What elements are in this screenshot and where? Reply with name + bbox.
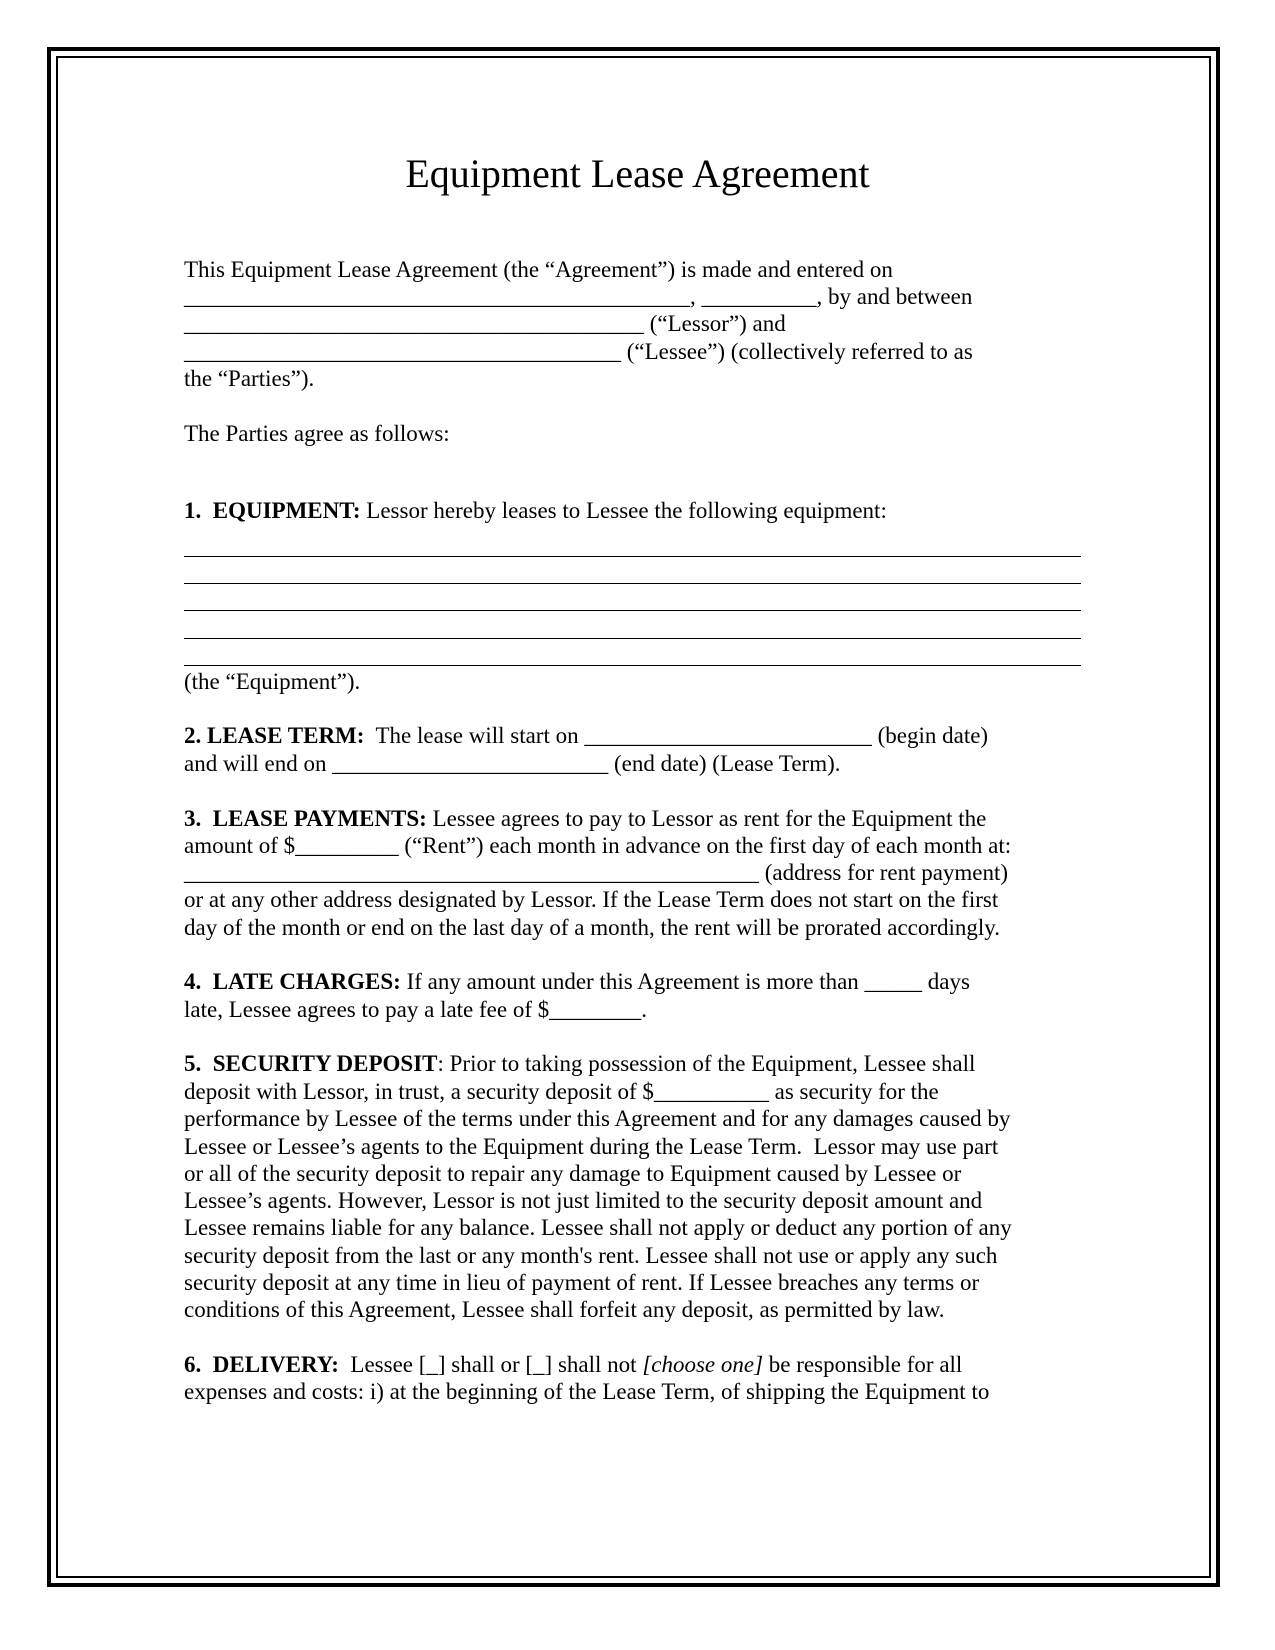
document-title: Equipment Lease Agreement bbox=[405, 151, 870, 196]
equipment-blank-line bbox=[184, 638, 1081, 639]
section-6-line2: expenses and costs: i) at the beginning of the Lease Term, of shipping the Equipment to bbox=[184, 1379, 990, 1404]
section-1-closing: (the “Equipment”). bbox=[184, 669, 361, 694]
section-4-heading: 4. LATE CHARGES: bbox=[184, 969, 401, 994]
section-2-lease-term bbox=[184, 722, 988, 750]
section-5-security-deposit bbox=[184, 1050, 975, 1078]
section-6-post: be responsible for all bbox=[763, 1352, 963, 1377]
equipment-blank-line bbox=[184, 610, 1081, 611]
section-6-delivery bbox=[184, 1351, 962, 1379]
section-5-line: or all of the security deposit to repair any damage to Equipment caused by Lessee or bbox=[184, 1161, 962, 1186]
section-5-heading: 5. SECURITY DEPOSIT bbox=[184, 1051, 438, 1076]
section-5-line: performance by Lessee of the terms under this Agreement and for any damages caused by bbox=[184, 1106, 1011, 1131]
section-3-lease-payments bbox=[184, 805, 986, 833]
equipment-blank-line bbox=[184, 665, 1081, 666]
section-3-line1: Lessee agrees to pay to Lessor as rent for the Equipment the bbox=[426, 806, 987, 831]
section-3-line: amount of $_________ (“Rent”) each month in advance on the first day of each month at: bbox=[184, 833, 1012, 858]
section-1-heading: 1. EQUIPMENT: bbox=[184, 498, 361, 523]
section-5-line: Lessee remains liable for any balance. Lessee shall not apply or deduct any portion of any bbox=[184, 1215, 1012, 1240]
section-5-line: Lessee or Lessee’s agents to the Equipment during the Lease Term. Lessor may use part bbox=[184, 1134, 999, 1159]
equipment-blank-line bbox=[184, 583, 1081, 584]
section-6-choose-one: [choose one] bbox=[642, 1352, 764, 1377]
section-4-line1: If any amount under this Agreement is more than _____ days bbox=[400, 969, 970, 994]
intro-line: ______________________________________ (“Lessee”) (collectively referred to as bbox=[184, 339, 973, 364]
section-5-line: security deposit at any time in lieu of payment of rent. If Lessee breaches any terms or bbox=[184, 1270, 980, 1295]
section-3-line: __________________________________________________ (address for rent payment) bbox=[184, 860, 1009, 885]
section-2-line1: The lease will start on _________________________ (begin date) bbox=[364, 723, 989, 748]
intro-line: ____________________________________________, __________, by and between bbox=[184, 284, 973, 309]
section-5-line: security deposit from the last or any month's rent. Lessee shall not use or apply any such bbox=[184, 1243, 998, 1268]
section-3-heading: 3. LEASE PAYMENTS: bbox=[184, 806, 427, 831]
intro-line: ________________________________________ (“Lessor”) and bbox=[184, 311, 786, 336]
section-4-line2: late, Lessee agrees to pay a late fee of $________. bbox=[184, 997, 647, 1022]
section-3-line: day of the month or end on the last day of a month, the rent will be prorated accordingly. bbox=[184, 915, 1001, 940]
section-4-late-charges bbox=[184, 968, 970, 996]
agree-line: The Parties agree as follows: bbox=[184, 421, 450, 446]
section-1-equipment bbox=[184, 497, 887, 525]
section-5-line: conditions of this Agreement, Lessee shall forfeit any deposit, as permitted by law. bbox=[184, 1297, 945, 1322]
section-5-line: deposit with Lessor, in trust, a security deposit of $__________ as security for the bbox=[184, 1079, 939, 1104]
section-6-pre: Lessee [_] shall or [_] shall not bbox=[338, 1352, 643, 1377]
equipment-blank-line bbox=[184, 556, 1081, 557]
section-2-heading: 2. LEASE TERM: bbox=[184, 723, 365, 748]
section-5-line1: : Prior to taking possession of the Equipment, Lessee shall bbox=[437, 1051, 976, 1076]
section-6-heading: 6. DELIVERY: bbox=[184, 1352, 339, 1377]
intro-line: the “Parties”). bbox=[184, 366, 315, 391]
intro-line: This Equipment Lease Agreement (the “Agreement”) is made and entered on bbox=[184, 257, 893, 282]
section-3-line: or at any other address designated by Lessor. If the Lease Term does not start on the first bbox=[184, 887, 999, 912]
section-2-line2: and will end on ________________________ (end date) (Lease Term). bbox=[184, 751, 841, 776]
section-5-line: Lessee’s agents. However, Lessor is not just limited to the security deposit amount and bbox=[184, 1188, 983, 1213]
section-1-text: Lessor hereby leases to Lessee the following equipment: bbox=[360, 498, 887, 523]
